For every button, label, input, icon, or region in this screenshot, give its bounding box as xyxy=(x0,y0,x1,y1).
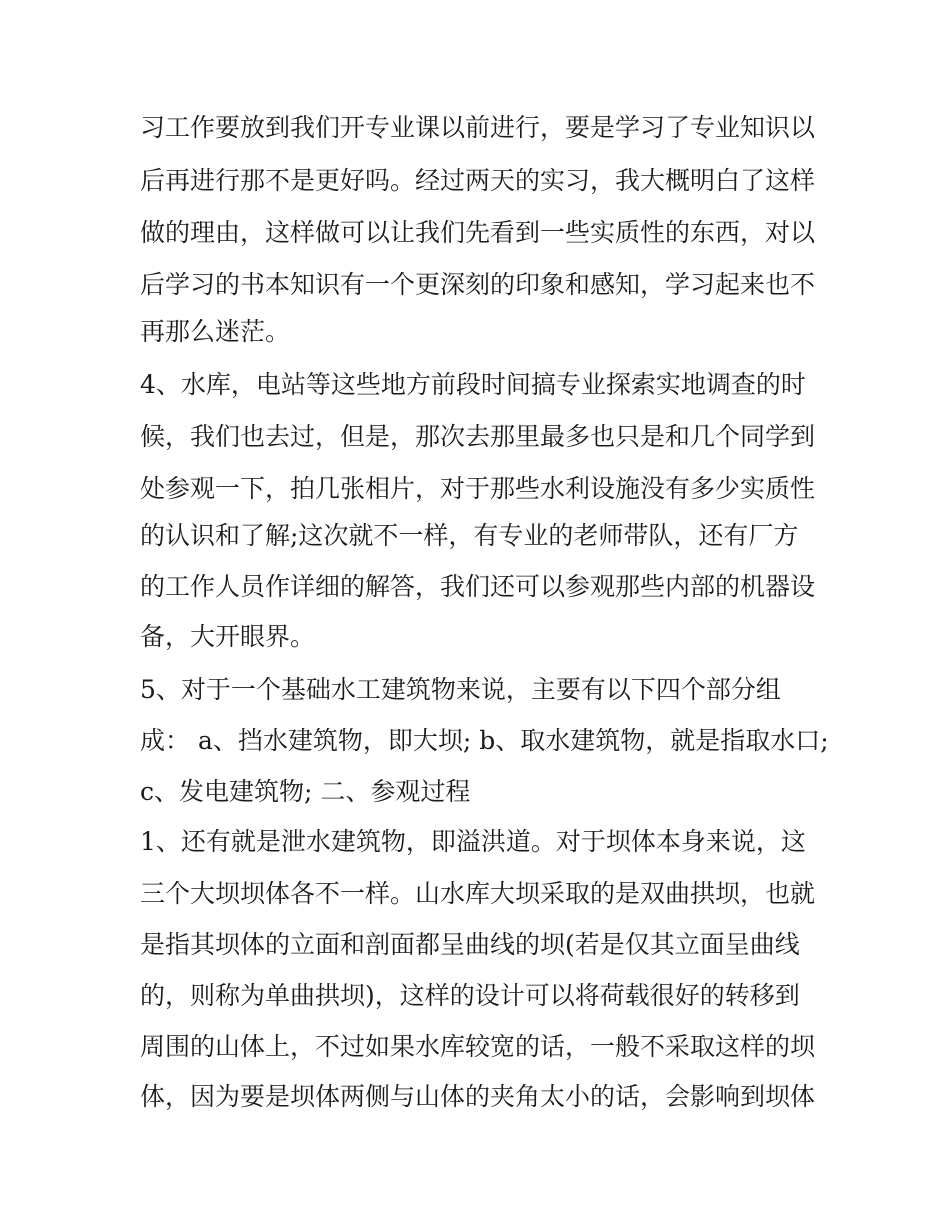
text-line: 是指其坝体的立面和剖面都呈曲线的坝(若是仅其立面呈曲线 xyxy=(140,930,800,959)
text-line: 4、水库，电站等这些地方前段时间搞专业探索实地调查的时 xyxy=(140,370,806,399)
text-line: 三个大坝坝体各不一样。山水库大坝采取的是双曲拱坝，也就 xyxy=(140,879,816,908)
text-line: 体，因为要是坝体两侧与山体的夹角太小的话，会影响到坝体 xyxy=(140,1082,816,1111)
text-line: 处参观一下，拍几张相片，对于那些水利设施没有多少实质性 xyxy=(140,474,816,503)
text-line: 再那么迷茫。 xyxy=(140,317,291,346)
text-line: 周围的山体上，不过如果水库较宽的话，一般不采取这样的坝 xyxy=(140,1032,816,1061)
text-line: 的认识和了解;这次就不一样，有专业的老师带队，还有厂方 xyxy=(140,521,799,550)
text-line: 候，我们也去过，但是，那次去那里最多也只是和几个同学到 xyxy=(140,422,816,451)
text-line: 习工作要放到我们开专业课以前进行，要是学习了专业知识以 xyxy=(140,113,816,142)
text-line: 备，大开眼界。 xyxy=(140,622,316,651)
text-line: 做的理由，这样做可以让我们先看到一些实质性的东西，对以 xyxy=(140,218,816,247)
text-line: 成： a、挡水建筑物，即大坝; b、取水建筑物，就是指取水口; xyxy=(140,726,829,755)
text-line: 的工作人员作详细的解答，我们还可以参观那些内部的机器设 xyxy=(140,572,816,601)
text-line: 后学习的书本知识有一个更深刻的印象和感知，学习起来也不 xyxy=(140,270,816,299)
text-line: c、发电建筑物; 二、参观过程 xyxy=(140,777,471,806)
text-line: 的，则称为单曲拱坝)，这样的设计可以将荷载很好的转移到 xyxy=(140,981,800,1010)
text-line: 后再进行那不是更好吗。经过两天的实习，我大概明白了这样 xyxy=(140,166,816,195)
text-line: 1、还有就是泄水建筑物，即溢洪道。对于坝体本身来说，这 xyxy=(140,827,806,856)
text-line: 5、对于一个基础水工建筑物来说，主要有以下四个部分组 xyxy=(140,675,781,704)
